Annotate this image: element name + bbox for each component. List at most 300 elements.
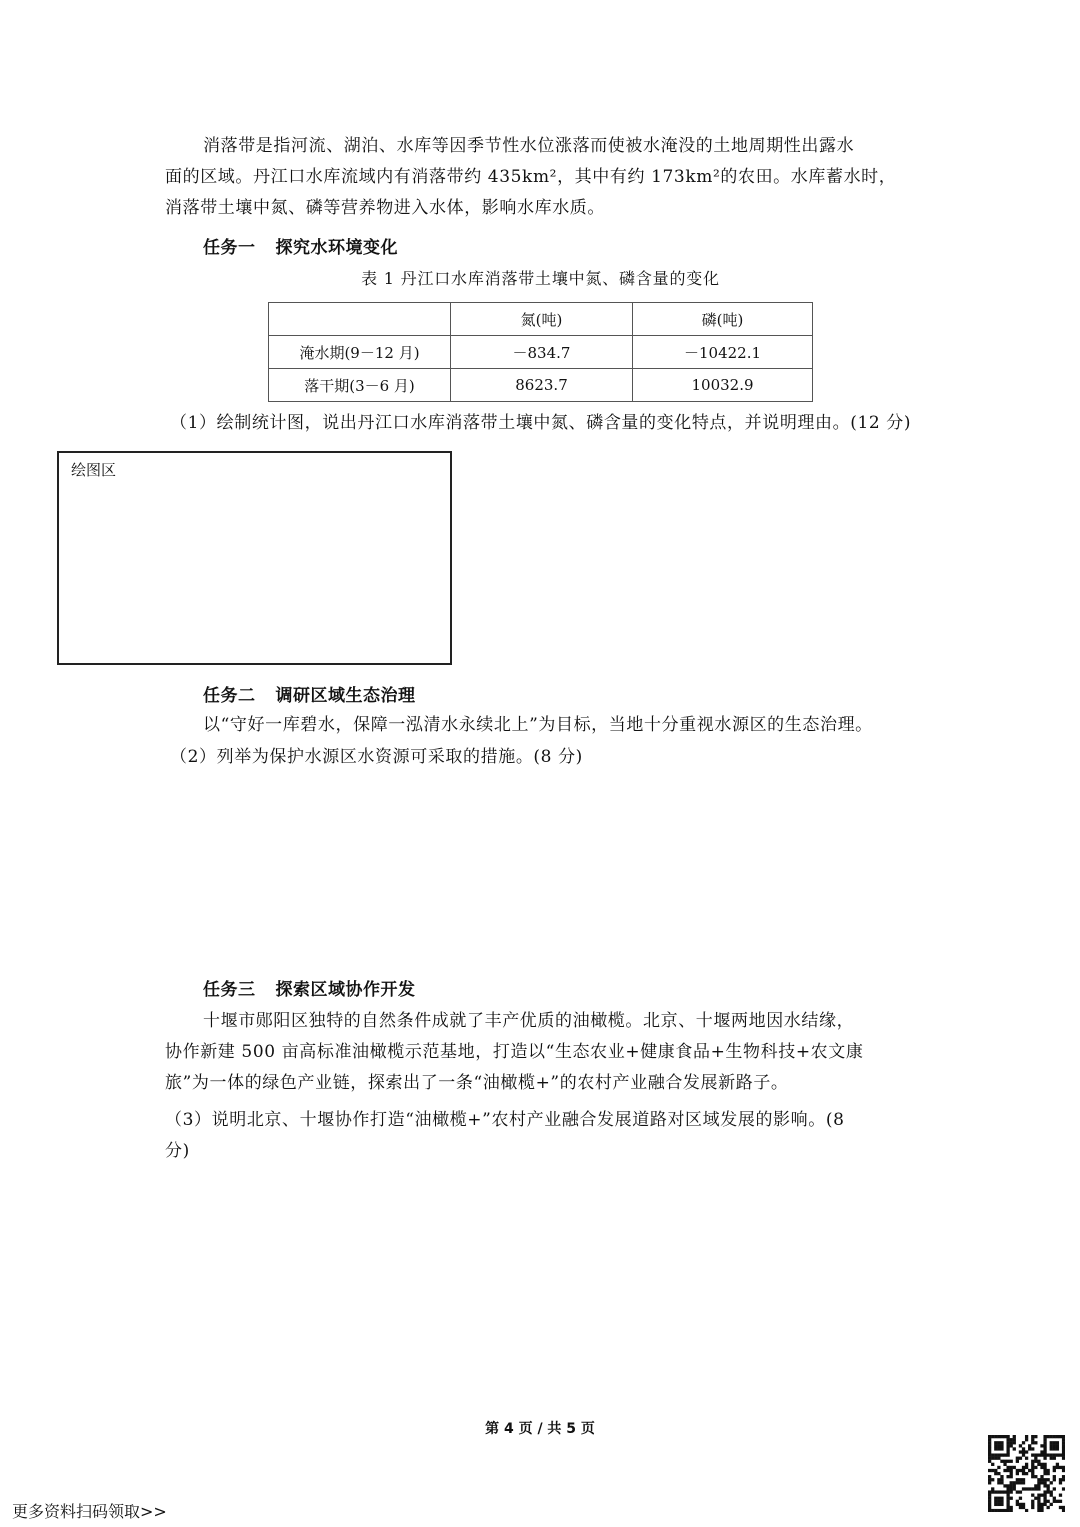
qr-module	[1047, 1478, 1050, 1481]
qr-module	[1047, 1506, 1050, 1509]
qr-module	[1019, 1490, 1022, 1493]
qr-module	[1022, 1487, 1025, 1490]
qr-module	[1006, 1441, 1009, 1444]
qr-module	[1056, 1435, 1059, 1438]
qr-module	[1043, 1450, 1046, 1453]
qr-module	[1006, 1444, 1009, 1447]
qr-module	[1010, 1484, 1013, 1487]
qr-module	[1062, 1475, 1065, 1478]
qr-module	[994, 1503, 997, 1506]
table-row	[269, 369, 813, 402]
qr-module	[1040, 1506, 1043, 1509]
qr-module	[1031, 1447, 1034, 1450]
qr-module	[1025, 1457, 1028, 1460]
qr-module	[1006, 1460, 1009, 1463]
qr-module	[1013, 1481, 1016, 1484]
question-3-line-1: （3）说明北京、十堰协作打造“油橄榄+”农村产业融合发展道路对区域发展的影响。(8	[165, 1110, 845, 1130]
qr-module	[1037, 1497, 1040, 1500]
qr-module	[1043, 1503, 1046, 1506]
qr-module	[988, 1497, 991, 1500]
qr-module	[1003, 1460, 1006, 1463]
qr-module	[988, 1453, 991, 1456]
qr-module	[1053, 1497, 1056, 1500]
qr-module	[1031, 1435, 1034, 1438]
task3-line-1: 十堰市郧阳区独特的自然条件成就了丰产优质的油橄榄。北京、十堰两地因水结缘，	[203, 1011, 855, 1031]
qr-module	[1003, 1435, 1006, 1438]
qr-module	[994, 1472, 997, 1475]
qr-module	[991, 1453, 994, 1456]
qr-module	[1019, 1469, 1022, 1472]
qr-module	[1031, 1506, 1034, 1509]
qr-module	[1034, 1475, 1037, 1478]
qr-module	[1047, 1469, 1050, 1472]
qr-module	[1025, 1472, 1028, 1475]
table-cell-period: 淹水期(9－12 月)	[269, 336, 451, 369]
qr-module	[1010, 1444, 1013, 1447]
qr-module	[1022, 1506, 1025, 1509]
qr-module	[1000, 1503, 1003, 1506]
qr-module	[1050, 1457, 1053, 1460]
qr-module	[988, 1509, 991, 1512]
qr-module	[991, 1469, 994, 1472]
qr-module	[1000, 1478, 1003, 1481]
qr-module	[1000, 1497, 1003, 1500]
table-cell-nitrogen: －834.7	[451, 336, 633, 369]
qr-module	[1022, 1503, 1025, 1506]
qr-module	[1040, 1481, 1043, 1484]
qr-module	[1047, 1500, 1050, 1503]
qr-module	[994, 1457, 997, 1460]
qr-module	[1013, 1484, 1016, 1487]
qr-module	[1047, 1435, 1050, 1438]
qr-module	[1034, 1487, 1037, 1490]
intro-line-1: 消落带是指河流、湖泊、水库等因季节性水位涨落而使被水淹没的土地周期性出露水	[203, 136, 855, 156]
qr-module	[1062, 1438, 1065, 1441]
qr-module	[991, 1435, 994, 1438]
qr-module	[1056, 1463, 1059, 1466]
qr-module	[1053, 1466, 1056, 1469]
qr-module	[1013, 1487, 1016, 1490]
qr-module	[994, 1453, 997, 1456]
qr-module	[1043, 1478, 1046, 1481]
qr-module	[1031, 1466, 1034, 1469]
qr-module	[1059, 1478, 1062, 1481]
qr-module	[1037, 1478, 1040, 1481]
qr-module	[1053, 1487, 1056, 1490]
table-row	[269, 336, 813, 369]
intro-paragraph	[165, 131, 925, 224]
qr-module	[1034, 1441, 1037, 1444]
qr-module	[1034, 1466, 1037, 1469]
qr-module	[1037, 1509, 1040, 1512]
qr-module	[1047, 1453, 1050, 1456]
qr-module	[1040, 1463, 1043, 1466]
intro-line-2: 面的区域。丹江口水库流域内有消落带约 435km²，其中有约 173km²的农田。水库蓄水时，	[165, 167, 897, 187]
qr-module	[1019, 1450, 1022, 1453]
qr-module	[1056, 1441, 1059, 1444]
qr-module	[1010, 1490, 1013, 1493]
qr-module	[1003, 1490, 1006, 1493]
qr-module	[1013, 1447, 1016, 1450]
qr-module	[997, 1466, 1000, 1469]
qr-module	[1028, 1447, 1031, 1450]
qr-module	[1062, 1509, 1065, 1512]
qr-module	[1043, 1494, 1046, 1497]
table-header-nitrogen: 氮(吨)	[451, 303, 633, 336]
qr-module	[1043, 1490, 1046, 1493]
qr-module	[1010, 1472, 1013, 1475]
qr-module	[991, 1490, 994, 1493]
task2-title: 调研区域生态治理	[275, 686, 416, 706]
question-2: （2）列举为保护水源区水资源可采取的措施。(8 分)	[170, 747, 583, 767]
qr-module	[1010, 1469, 1013, 1472]
task2-number: 任务二	[203, 686, 256, 706]
qr-module	[1006, 1453, 1009, 1456]
qr-module	[1025, 1438, 1028, 1441]
qr-module	[1000, 1481, 1003, 1484]
qr-module	[1059, 1494, 1062, 1497]
qr-module	[1010, 1475, 1013, 1478]
qr-module	[1053, 1478, 1056, 1481]
qr-module	[1013, 1438, 1016, 1441]
qr-module	[1028, 1444, 1031, 1447]
qr-module	[1053, 1500, 1056, 1503]
qr-module	[1031, 1469, 1034, 1472]
table-cell-phosphorus: －10422.1	[633, 336, 813, 369]
table-caption: 表 1 丹江口水库消落带土壤中氮、磷含量的变化	[361, 269, 720, 288]
qr-module	[1043, 1472, 1046, 1475]
qr-module	[988, 1457, 991, 1460]
qr-module	[1022, 1450, 1025, 1453]
qr-module	[1003, 1509, 1006, 1512]
qr-module	[1003, 1463, 1006, 1466]
qr-module	[991, 1463, 994, 1466]
qr-module	[1022, 1469, 1025, 1472]
qr-module	[1016, 1481, 1019, 1484]
qr-module	[997, 1490, 1000, 1493]
qr-module	[1013, 1466, 1016, 1469]
qr-module	[988, 1481, 991, 1484]
qr-module	[1025, 1435, 1028, 1438]
task2-heading	[203, 681, 416, 706]
qr-module	[1062, 1450, 1065, 1453]
qr-module	[1019, 1481, 1022, 1484]
qr-module	[1006, 1438, 1009, 1441]
qr-module	[1050, 1435, 1053, 1438]
task1-heading	[203, 233, 398, 258]
qr-module	[988, 1460, 991, 1463]
qr-module	[1056, 1500, 1059, 1503]
qr-module	[1000, 1500, 1003, 1503]
qr-module	[1013, 1435, 1016, 1438]
qr-module	[1040, 1450, 1043, 1453]
qr-module	[1016, 1460, 1019, 1463]
qr-module	[988, 1506, 991, 1509]
qr-module	[1059, 1506, 1062, 1509]
qr-module	[1031, 1453, 1034, 1456]
qr-module	[1006, 1494, 1009, 1497]
qr-module	[1025, 1487, 1028, 1490]
qr-module	[1010, 1487, 1013, 1490]
qr-module	[1037, 1503, 1040, 1506]
qr-module	[994, 1497, 997, 1500]
qr-module	[988, 1475, 991, 1478]
qr-module	[1022, 1447, 1025, 1450]
table-cell-phosphorus: 10032.9	[633, 369, 813, 402]
qr-module	[1050, 1444, 1053, 1447]
qr-module	[1040, 1494, 1043, 1497]
qr-module	[1062, 1469, 1065, 1472]
qr-module	[1034, 1435, 1037, 1438]
qr-module	[1043, 1500, 1046, 1503]
qr-module	[1043, 1441, 1046, 1444]
qr-module	[1053, 1444, 1056, 1447]
qr-module	[1000, 1509, 1003, 1512]
qr-module	[1062, 1444, 1065, 1447]
task2-text: 以“守好一库碧水，保障一泓清水永续北上”为目标，当地十分重视水源区的生态治理。	[203, 715, 873, 735]
qr-module	[997, 1453, 1000, 1456]
task3-number: 任务三	[203, 980, 256, 1000]
qr-module	[1006, 1497, 1009, 1500]
qr-module	[1056, 1466, 1059, 1469]
qr-module	[1000, 1441, 1003, 1444]
qr-module	[988, 1490, 991, 1493]
qr-module	[1059, 1435, 1062, 1438]
qr-module	[1062, 1466, 1065, 1469]
qr-module	[1031, 1472, 1034, 1475]
qr-module	[1000, 1444, 1003, 1447]
qr-module	[1031, 1463, 1034, 1466]
qr-module	[1040, 1475, 1043, 1478]
qr-module	[1043, 1435, 1046, 1438]
qr-module	[1040, 1453, 1043, 1456]
qr-module	[997, 1478, 1000, 1481]
qr-module	[1000, 1447, 1003, 1450]
qr-module	[1059, 1453, 1062, 1456]
qr-module	[991, 1478, 994, 1481]
qr-module	[1047, 1490, 1050, 1493]
question-3-line-2: 分)	[165, 1141, 190, 1161]
task3-title: 探索区域协作开发	[275, 980, 416, 1000]
qr-module	[1040, 1444, 1043, 1447]
qr-module	[1034, 1453, 1037, 1456]
qr-module	[1040, 1503, 1043, 1506]
task1-number: 任务一	[203, 238, 256, 258]
qr-module	[1010, 1481, 1013, 1484]
qr-module	[1019, 1478, 1022, 1481]
table-header-row	[269, 303, 813, 336]
qr-module	[1010, 1509, 1013, 1512]
qr-module	[1062, 1441, 1065, 1444]
qr-module	[1062, 1506, 1065, 1509]
qr-module	[1010, 1441, 1013, 1444]
qr-module	[1037, 1463, 1040, 1466]
qr-module	[1022, 1472, 1025, 1475]
qr-module	[1000, 1460, 1003, 1463]
task3-line-3: 旅”为一体的绿色产业链，探索出了一条“油橄榄+”的农村产业融合发展新路子。	[165, 1073, 789, 1093]
qr-module	[1006, 1450, 1009, 1453]
qr-module	[1003, 1453, 1006, 1456]
qr-module	[1003, 1469, 1006, 1472]
drawing-area[interactable]	[57, 451, 452, 665]
qr-module	[1037, 1484, 1040, 1487]
qr-module	[1062, 1487, 1065, 1490]
task3-paragraph	[165, 1006, 965, 1099]
qr-module	[1047, 1472, 1050, 1475]
qr-module	[988, 1444, 991, 1447]
qr-module	[1037, 1494, 1040, 1497]
qr-module	[1037, 1506, 1040, 1509]
qr-module	[1050, 1503, 1053, 1506]
table-cell-nitrogen: 8623.7	[451, 369, 633, 402]
qr-module	[1031, 1441, 1034, 1444]
more-resources-link[interactable]: 更多资料扫码领取>>	[12, 1502, 167, 1521]
qr-module	[1010, 1438, 1013, 1441]
qr-module	[997, 1447, 1000, 1450]
qr-module	[1031, 1503, 1034, 1506]
qr-module	[1062, 1447, 1065, 1450]
qr-module	[988, 1494, 991, 1497]
qr-module	[1010, 1497, 1013, 1500]
qr-module	[994, 1441, 997, 1444]
qr-module	[994, 1469, 997, 1472]
qr-module	[1040, 1478, 1043, 1481]
qr-module	[1019, 1497, 1022, 1500]
qr-module	[1043, 1444, 1046, 1447]
qr-module	[1053, 1447, 1056, 1450]
qr-module	[994, 1435, 997, 1438]
qr-module	[1043, 1481, 1046, 1484]
page-number: 第 4 页 / 共 5 页	[485, 1421, 595, 1437]
qr-module	[1016, 1500, 1019, 1503]
qr-module	[1043, 1466, 1046, 1469]
qr-module	[994, 1447, 997, 1450]
qr-module	[988, 1500, 991, 1503]
qr-module	[994, 1490, 997, 1493]
qr-module	[1016, 1457, 1019, 1460]
question-1: （1）绘制统计图，说出丹江口水库消落带土壤中氮、磷含量的变化特点，并说明理由。(12 分)	[170, 413, 912, 433]
qr-module	[1019, 1503, 1022, 1506]
qr-module	[1031, 1500, 1034, 1503]
qr-module	[1037, 1500, 1040, 1503]
qr-module	[1031, 1460, 1034, 1463]
qr-module	[1050, 1453, 1053, 1456]
qr-module	[1025, 1463, 1028, 1466]
qr-module	[1034, 1484, 1037, 1487]
qr-module	[997, 1500, 1000, 1503]
qr-module	[1053, 1453, 1056, 1456]
qr-module	[991, 1457, 994, 1460]
qr-module	[988, 1503, 991, 1506]
qr-module	[1037, 1460, 1040, 1463]
qr-module	[988, 1450, 991, 1453]
qr-module	[997, 1457, 1000, 1460]
qr-module	[1016, 1478, 1019, 1481]
qr-module	[1022, 1481, 1025, 1484]
qr-module	[1031, 1438, 1034, 1441]
qr-module	[1059, 1500, 1062, 1503]
qr-module	[1010, 1460, 1013, 1463]
qr-module	[997, 1444, 1000, 1447]
qr-module	[1062, 1457, 1065, 1460]
qr-module	[1056, 1447, 1059, 1450]
qr-module	[1016, 1490, 1019, 1493]
qr-module	[1043, 1457, 1046, 1460]
qr-module	[1003, 1484, 1006, 1487]
qr-module	[997, 1441, 1000, 1444]
qr-module	[1040, 1509, 1043, 1512]
qr-module	[1053, 1435, 1056, 1438]
qr-module	[1053, 1457, 1056, 1460]
qr-module	[1031, 1494, 1034, 1497]
qr-module	[1006, 1506, 1009, 1509]
qr-module	[1025, 1466, 1028, 1469]
qr-module	[1050, 1494, 1053, 1497]
qr-module	[1025, 1450, 1028, 1453]
qr-module	[997, 1481, 1000, 1484]
qr-module	[1025, 1509, 1028, 1512]
drawing-area-label: 绘图区	[71, 461, 117, 479]
qr-module	[988, 1447, 991, 1450]
qr-module	[1050, 1447, 1053, 1450]
qr-module	[997, 1472, 1000, 1475]
qr-module	[991, 1487, 994, 1490]
qr-module	[1034, 1457, 1037, 1460]
qr-module	[1043, 1438, 1046, 1441]
qr-module	[1000, 1475, 1003, 1478]
qr-module	[1013, 1441, 1016, 1444]
qr-module	[1034, 1497, 1037, 1500]
qr-module	[1019, 1444, 1022, 1447]
qr-module	[991, 1509, 994, 1512]
qr-module	[1000, 1453, 1003, 1456]
qr-module	[988, 1435, 991, 1438]
qr-module	[1022, 1478, 1025, 1481]
qr-module	[1037, 1453, 1040, 1456]
qr-module	[988, 1469, 991, 1472]
qr-module	[1043, 1463, 1046, 1466]
qr-module	[1006, 1500, 1009, 1503]
qr-module	[1006, 1475, 1009, 1478]
qr-module	[994, 1500, 997, 1503]
qr-module	[1050, 1490, 1053, 1493]
qr-module	[1062, 1478, 1065, 1481]
qr-module	[1019, 1506, 1022, 1509]
qr-module	[1062, 1435, 1065, 1438]
qr-module	[1006, 1484, 1009, 1487]
intro-line-3: 消落带土壤中氮、磷等营养物进入水体，影响水库水质。	[165, 198, 605, 218]
qr-module	[1010, 1466, 1013, 1469]
qr-module	[1006, 1466, 1009, 1469]
qr-module	[1016, 1472, 1019, 1475]
qr-module	[1043, 1453, 1046, 1456]
qr-module	[1016, 1469, 1019, 1472]
qr-module	[1019, 1457, 1022, 1460]
qr-module	[1022, 1441, 1025, 1444]
qr-module	[1053, 1469, 1056, 1472]
qr-module	[1037, 1487, 1040, 1490]
qr-module	[1059, 1481, 1062, 1484]
qr-module	[1016, 1503, 1019, 1506]
qr-module	[1043, 1484, 1046, 1487]
qr-module	[1043, 1469, 1046, 1472]
qr-module	[1022, 1453, 1025, 1456]
qr-module	[1059, 1466, 1062, 1469]
qr-module	[1043, 1497, 1046, 1500]
question-3	[165, 1105, 965, 1167]
qr-module	[988, 1478, 991, 1481]
qr-module	[1031, 1475, 1034, 1478]
